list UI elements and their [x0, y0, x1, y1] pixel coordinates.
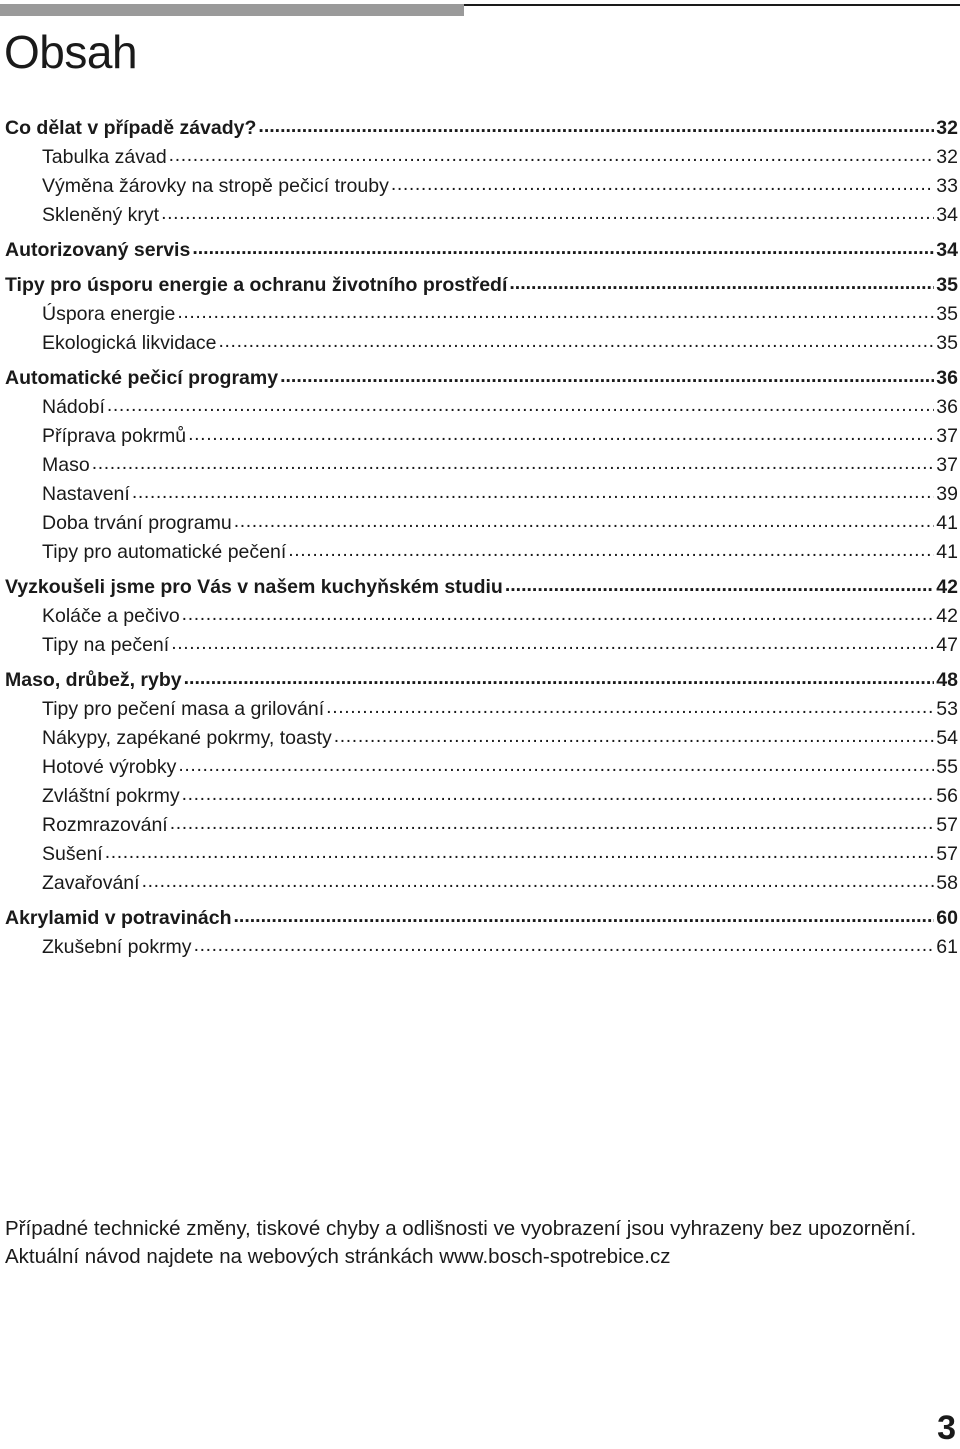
toc-entry-page: 34: [936, 239, 958, 261]
toc-entry-page: 37: [936, 454, 958, 476]
toc-subsection-11[interactable]: [0, 451, 958, 480]
toc-dot-leader: [288, 536, 934, 565]
toc-entry-page: 35: [936, 274, 958, 296]
toc-dot-leader: [194, 931, 935, 960]
toc-entry-title: Automatické pečicí programy: [5, 367, 279, 389]
toc-dot-leader: [334, 722, 935, 751]
toc-subsection-2[interactable]: [0, 172, 958, 201]
header-rule-line: [464, 4, 960, 6]
page-number: 3: [937, 1409, 956, 1447]
toc-entry-page: 61: [936, 936, 958, 958]
toc-subsection-23[interactable]: [0, 811, 958, 840]
toc-section-26[interactable]: [0, 904, 958, 933]
toc-entry-title: Rozmrazování: [42, 814, 168, 836]
toc-entry-page: 42: [936, 576, 958, 598]
toc-dot-leader: [182, 780, 935, 809]
toc-subsection-12[interactable]: [0, 480, 958, 509]
toc-dot-leader: [178, 751, 934, 780]
toc-dot-leader: [182, 600, 935, 629]
toc-entry-page: 32: [936, 117, 958, 139]
toc-subsection-14[interactable]: [0, 538, 958, 567]
toc-entry-title: Koláče a pečivo: [42, 605, 180, 627]
toc-entry-page: 55: [936, 756, 958, 778]
toc-section-0[interactable]: [0, 114, 958, 143]
toc-dot-leader: [142, 867, 935, 896]
toc-entry-title: Ekologická likvidace: [42, 332, 217, 354]
toc-entry-page: 39: [936, 483, 958, 505]
toc-dot-leader: [505, 571, 934, 600]
toc-entry-page: 36: [936, 396, 958, 418]
toc-entry-page: 41: [936, 512, 958, 534]
toc-entry-title: Maso: [42, 454, 90, 476]
toc-subsection-24[interactable]: [0, 840, 958, 869]
toc-entry-page: 53: [936, 698, 958, 720]
toc-entry-page: 34: [936, 204, 958, 226]
toc-subsection-3[interactable]: [0, 201, 958, 230]
toc-entry-title: Maso, drůbež, ryby: [5, 669, 182, 691]
header-bar-gray: [0, 4, 464, 16]
toc-entry-title: Zvláštní pokrmy: [42, 785, 180, 807]
toc-entry-title: Zavařování: [42, 872, 140, 894]
toc-entry-title: Doba trvání programu: [42, 512, 232, 534]
toc-entry-title: Hotové výrobky: [42, 756, 177, 778]
toc-entry-page: 33: [936, 175, 958, 197]
toc-entry-page: 37: [936, 425, 958, 447]
toc-subsection-20[interactable]: [0, 724, 958, 753]
toc-entry-page: 32: [936, 146, 958, 168]
toc-dot-leader: [234, 507, 935, 536]
toc-subsection-17[interactable]: [0, 631, 958, 660]
toc-dot-leader: [170, 809, 935, 838]
table-of-contents: [0, 114, 958, 962]
toc-dot-leader: [258, 112, 934, 141]
toc-entry-page: 57: [936, 814, 958, 836]
toc-entry-title: Tabulka závad: [42, 146, 167, 168]
toc-entry-page: 35: [936, 332, 958, 354]
toc-entry-page: 47: [936, 634, 958, 656]
toc-entry-title: Výměna žárovky na stropě pečicí trouby: [42, 175, 389, 197]
toc-entry-title: Autorizovaný servis: [5, 239, 191, 261]
toc-entry-page: 58: [936, 872, 958, 894]
toc-entry-title: Co dělat v případě závady?: [5, 117, 257, 139]
toc-entry-title: Tipy pro automatické pečení: [42, 541, 287, 563]
toc-entry-page: 35: [936, 303, 958, 325]
toc-dot-leader: [184, 664, 935, 693]
toc-entry-title: Sušení: [42, 843, 103, 865]
toc-subsection-25[interactable]: [0, 869, 958, 898]
toc-section-5[interactable]: [0, 271, 958, 300]
toc-dot-leader: [132, 478, 934, 507]
toc-subsection-10[interactable]: [0, 422, 958, 451]
toc-subsection-21[interactable]: [0, 753, 958, 782]
footer-note: Případné technické změny, tiskové chyby a odlišnosti ve vyobrazení jsou vyhrazeny bez upozornění. Aktuální návod najdete na webových stránkách www.bosch-spotrebice.cz: [5, 1217, 917, 1268]
toc-entry-title: Tipy pro pečení masa a grilování: [42, 698, 325, 720]
toc-dot-leader: [92, 449, 935, 478]
toc-subsection-7[interactable]: [0, 329, 958, 358]
toc-dot-leader: [192, 234, 934, 263]
toc-dot-leader: [326, 693, 934, 722]
toc-section-4[interactable]: [0, 236, 958, 265]
toc-dot-leader: [169, 141, 935, 170]
toc-subsection-1[interactable]: [0, 143, 958, 172]
toc-subsection-16[interactable]: [0, 602, 958, 631]
toc-entry-title: Vyzkoušeli jsme pro Vás v našem kuchyňském studiu: [5, 576, 503, 598]
toc-dot-leader: [107, 391, 934, 420]
toc-dot-leader: [509, 269, 934, 298]
toc-dot-leader: [219, 327, 935, 356]
toc-entry-page: 48: [936, 669, 958, 691]
toc-dot-leader: [177, 298, 934, 327]
toc-entry-title: Tipy na pečení: [42, 634, 170, 656]
toc-entry-title: Nákypy, zapékané pokrmy, toasty: [42, 727, 332, 749]
page-title: Obsah: [4, 26, 138, 78]
toc-entry-title: Příprava pokrmů: [42, 425, 187, 447]
toc-entry-title: Akrylamid v potravinách: [5, 907, 232, 929]
toc-entry-page: 54: [936, 727, 958, 749]
toc-section-15[interactable]: [0, 573, 958, 602]
toc-dot-leader: [280, 362, 934, 391]
toc-subsection-6[interactable]: [0, 300, 958, 329]
toc-dot-leader: [161, 199, 934, 228]
toc-dot-leader: [105, 838, 935, 867]
toc-subsection-19[interactable]: [0, 695, 958, 724]
toc-entry-page: 56: [936, 785, 958, 807]
toc-dot-leader: [234, 902, 935, 931]
toc-section-18[interactable]: [0, 666, 958, 695]
toc-entry-title: Skleněný kryt: [42, 204, 160, 226]
toc-entry-page: 60: [936, 907, 958, 929]
toc-entry-page: 41: [936, 541, 958, 563]
toc-subsection-9[interactable]: [0, 393, 958, 422]
toc-dot-leader: [171, 629, 934, 658]
toc-entry-page: 42: [936, 605, 958, 627]
toc-entry-title: Úspora energie: [42, 303, 176, 325]
toc-dot-leader: [188, 420, 934, 449]
toc-entry-title: Tipy pro úsporu energie a ochranu životního prostředí: [5, 274, 508, 296]
toc-entry-title: Nádobí: [42, 396, 105, 418]
toc-entry-title: Nastavení: [42, 483, 130, 505]
toc-subsection-13[interactable]: [0, 509, 958, 538]
toc-entry-page: 57: [936, 843, 958, 865]
toc-entry-page: 36: [936, 367, 958, 389]
toc-dot-leader: [391, 170, 934, 199]
toc-section-8[interactable]: [0, 364, 958, 393]
toc-subsection-22[interactable]: [0, 782, 958, 811]
toc-subsection-27[interactable]: [0, 933, 958, 962]
toc-entry-title: Zkušební pokrmy: [42, 936, 192, 958]
